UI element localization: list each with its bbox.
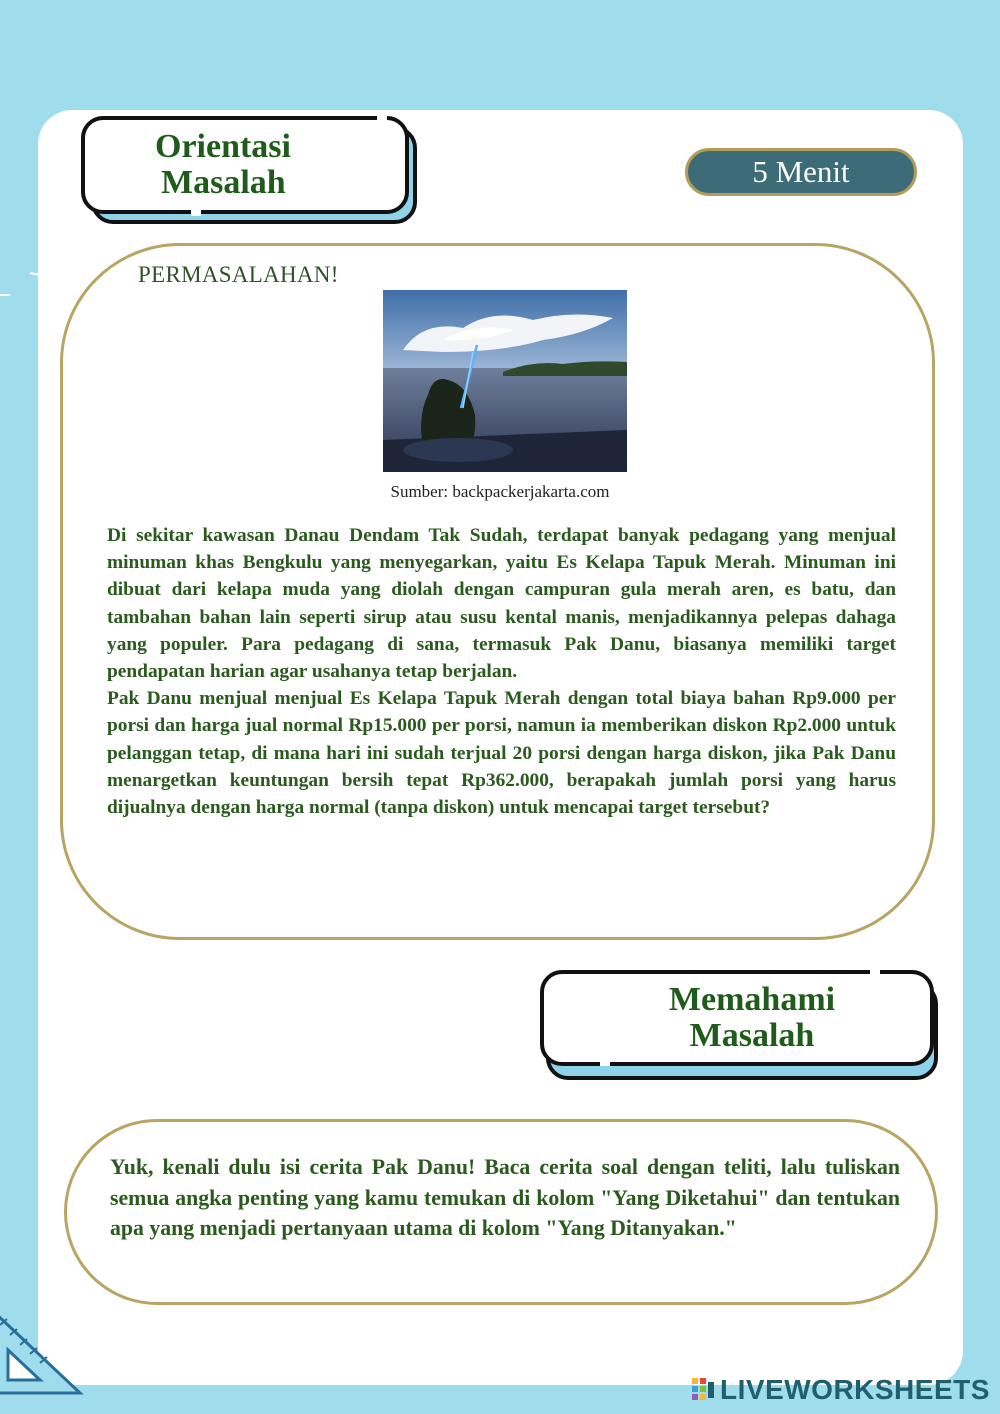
story-paragraph-2: Pak Danu menjual menjual Es Kelapa Tapuk Merah dengan total biaya bahan Rp9.000 per porsi dan harga jual normal Rp15.000 per porsi, namun ia memberikan diskon Rp2.000 untuk pelanggan tetap, di mana hari ini sudah terjual 20 porsi dengan harga diskon, jika Pak Danu menargetkan keuntungan bersih tepat Rp362.000, berapakah jumlah porsi yang harus dijualnya dengan harga normal (tanpa diskon) untuk mencapai target tersebut? <box>107 688 896 819</box>
liveworksheets-logo[interactable] <box>692 1374 990 1406</box>
liveworksheets-logo-text: LIVEWORKSHEETS <box>720 1374 990 1405</box>
lake-coconut-photo <box>383 290 627 472</box>
liveworksheets-mark-icon <box>692 1378 714 1402</box>
problem-label: PERMASALAHAN! <box>138 262 339 287</box>
heading-memahami-masalah <box>540 970 938 1080</box>
timer-badge: 5 Menit <box>685 148 917 196</box>
problem-story <box>107 522 896 821</box>
instruction-text: Yuk, kenali dulu isi cerita Pak Danu! Baca cerita soal dengan teliti, lalu tuliskan semua angka penting yang kamu temukan di kolom "Yang Diketahui" dan tentukan apa yang menjadi pertanyaan utama di kolom "Yang Ditanyakan." <box>110 1155 900 1240</box>
heading-memahami-line2: Masalah <box>689 1017 815 1054</box>
image-source-caption: Sumber: backpackerjakarta.com <box>390 482 610 501</box>
set-square-icon <box>0 1305 85 1405</box>
story-paragraph-1: Di sekitar kawasan Danau Dendam Tak Sudah, terdapat banyak pedagang yang menjual minuman khas Bengkulu yang menyegarkan, yaitu Es Kelapa Tapuk Merah. Minuman ini dibuat dari kelapa muda yang diolah dengan campuran gula merah aren, es batu, dan tambahan bahan lain seperti sirup atau susu kental manis, menjadikannya pelepas dahaga yang populer. Para pedagang di sana, termasuk Pak Danu, biasanya memiliki target pendapatan harian agar usahanya tetap berjalan. <box>107 525 896 683</box>
heading-orientasi-masalah <box>81 116 419 224</box>
heading-memahami-line1: Memahami <box>668 981 836 1018</box>
heading-orientasi-line2: Masalah <box>161 164 286 201</box>
sparkle-decoration-icon <box>0 265 40 305</box>
heading-orientasi-line1: Orientasi <box>155 128 291 165</box>
